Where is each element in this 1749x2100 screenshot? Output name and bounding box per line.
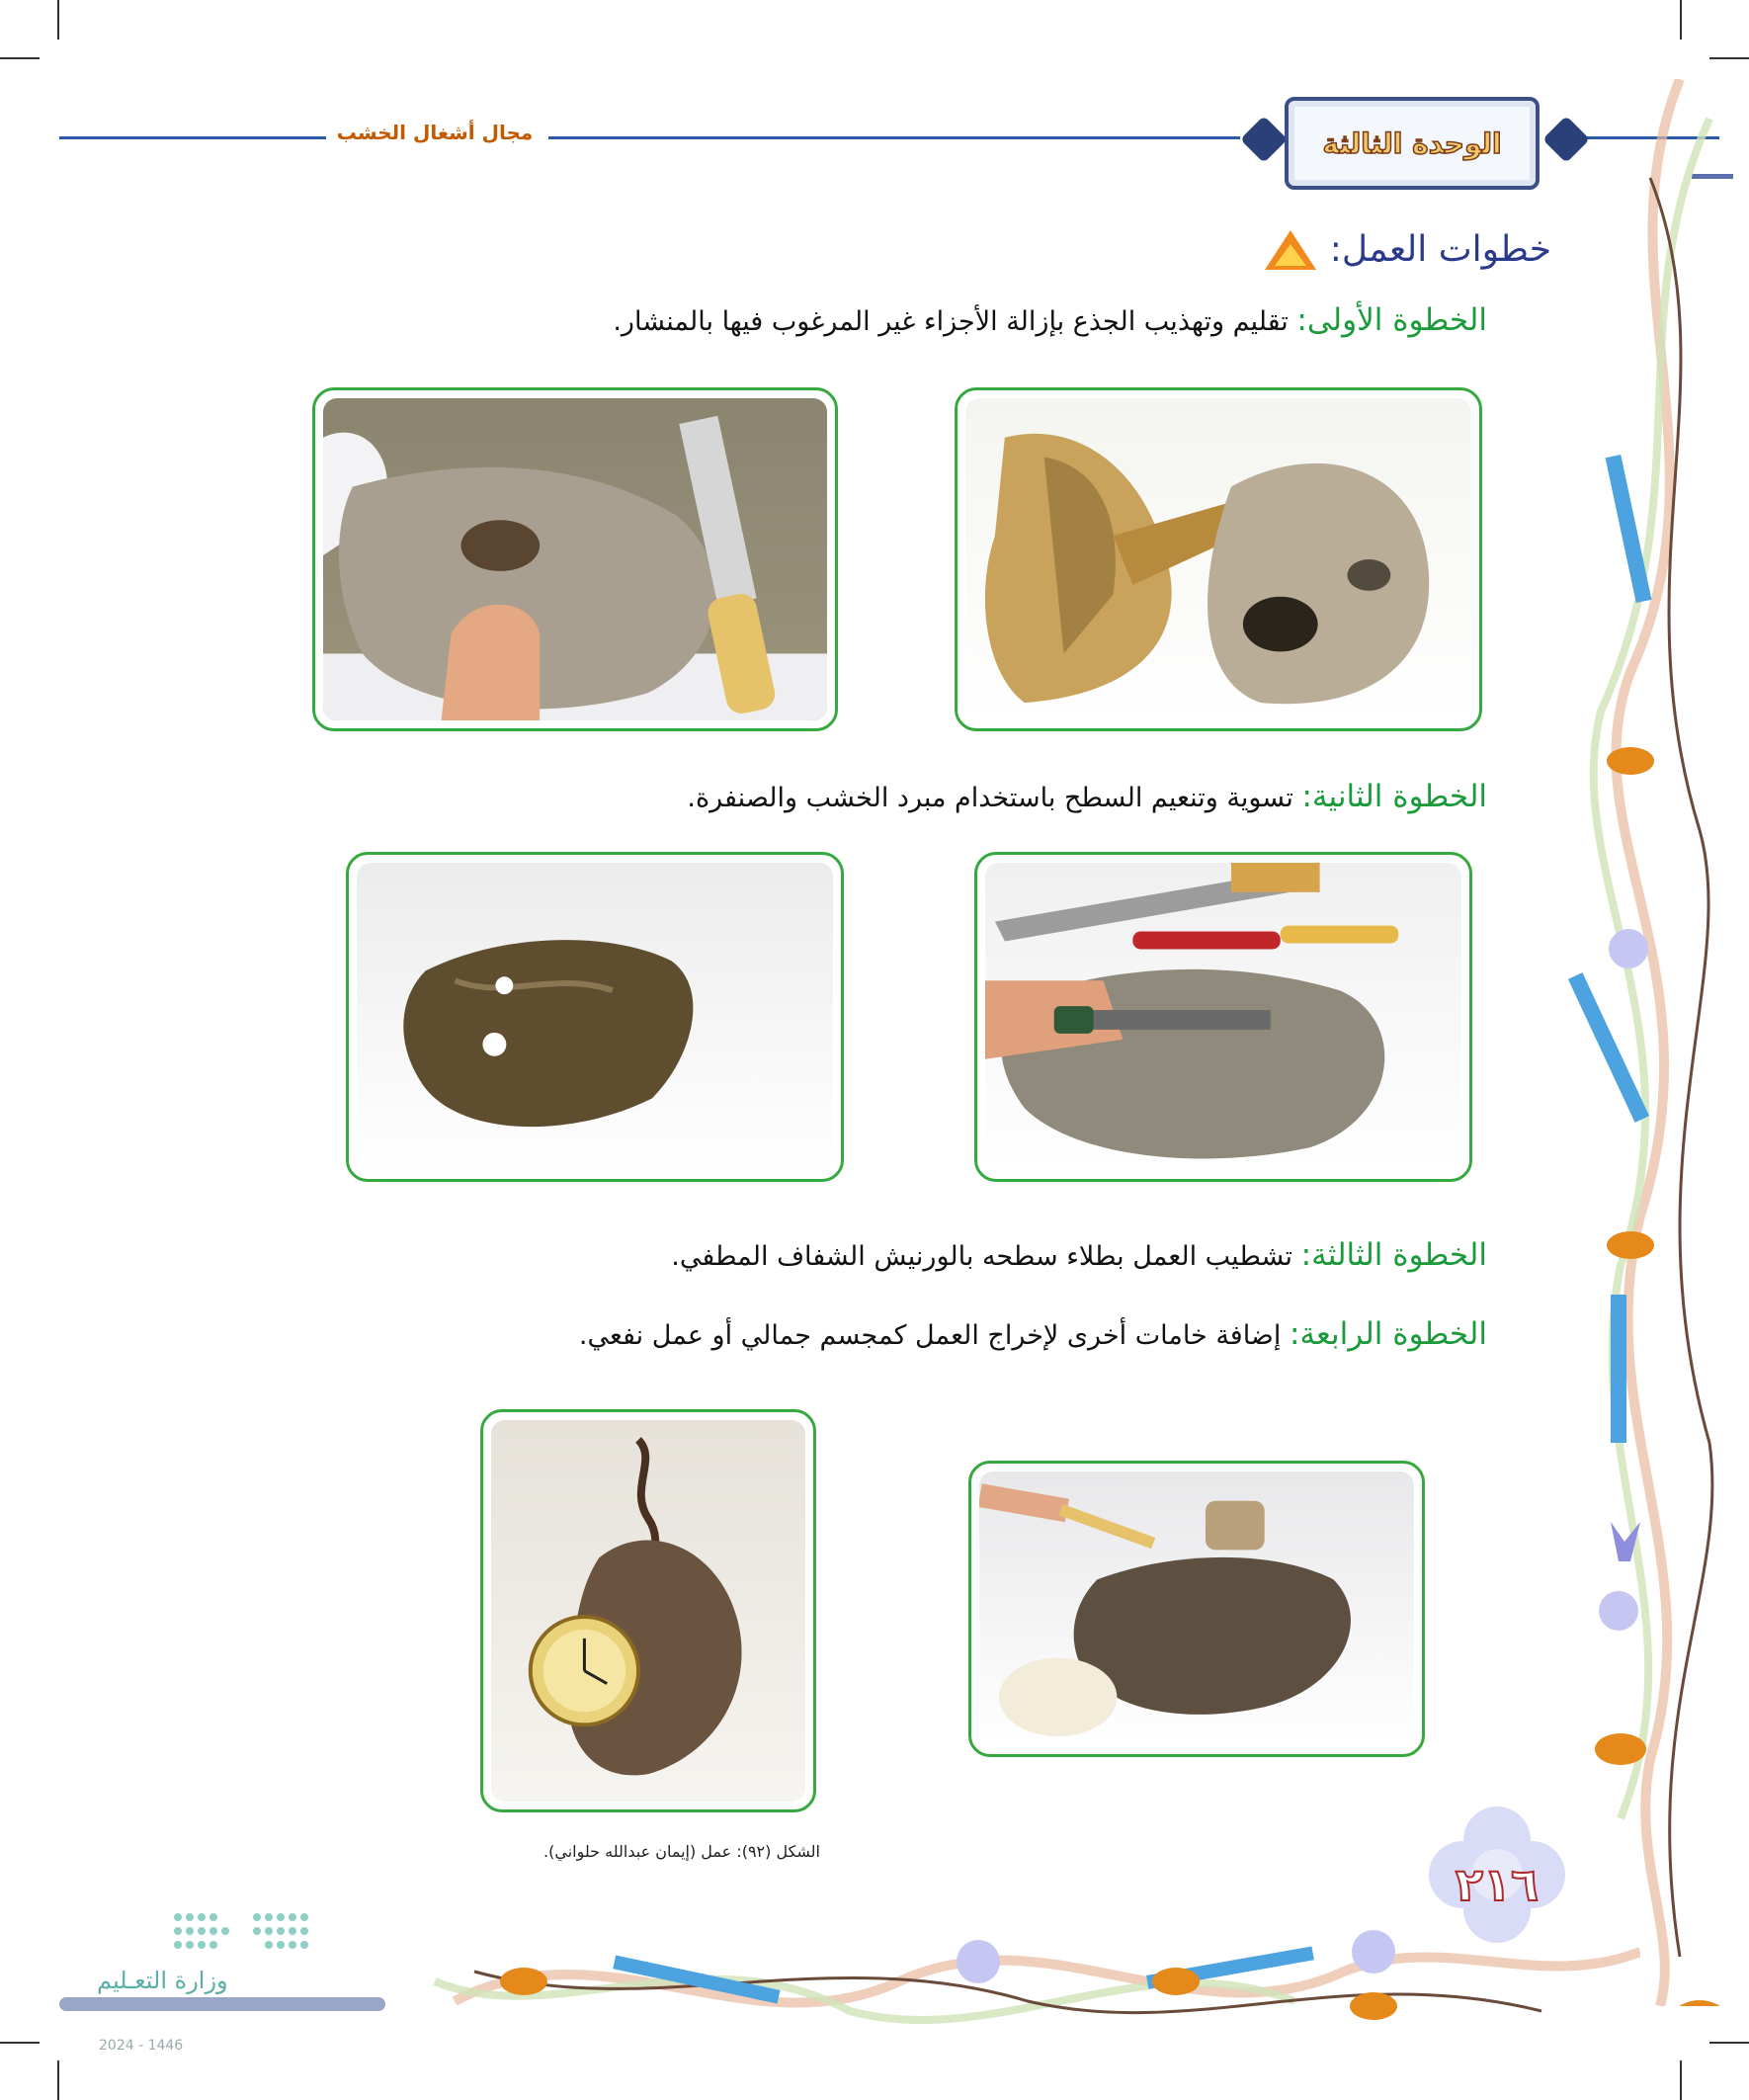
photo-sawing-trunk bbox=[312, 387, 838, 731]
step-4-text: إضافة خامات أخرى لإخراج العمل كمجسم جمالي أو عمل نفعي. bbox=[578, 1320, 1290, 1351]
step-1-label: الخطوة الأولى: bbox=[1296, 302, 1487, 338]
header-rule-left bbox=[59, 136, 326, 139]
decorative-border bbox=[1561, 79, 1749, 2006]
crop-mark bbox=[0, 2042, 40, 2044]
step-2 bbox=[687, 779, 1487, 814]
unit-title: الوحدة الثالثة bbox=[1322, 126, 1502, 160]
photo-filing-surface bbox=[974, 852, 1472, 1182]
crop-mark bbox=[1709, 2042, 1749, 2044]
crop-mark bbox=[0, 57, 40, 59]
page-number: ٢١٦ bbox=[1455, 1858, 1540, 1911]
ornament-icon bbox=[1240, 116, 1288, 163]
step-3 bbox=[671, 1237, 1487, 1273]
figure-caption: الشكل (٩٢): عمل (إيمان عبدالله حلواني). bbox=[543, 1842, 820, 1861]
edition-year: 2024 - 1446 bbox=[99, 2038, 184, 2054]
crop-mark bbox=[57, 2060, 59, 2100]
crop-mark bbox=[1680, 2060, 1682, 2100]
step-3-text: تشطيب العمل بطلاء سطحه بالورنيش الشفاف المطفي. bbox=[671, 1241, 1301, 1272]
step-4-label: الخطوة الرابعة: bbox=[1289, 1316, 1487, 1352]
crop-mark bbox=[1709, 57, 1749, 59]
step-1-text: تقليم وتهذيب الجذع بإزالة الأجزاء غير المرغوب فيها بالمنشار. bbox=[613, 306, 1297, 337]
crop-mark bbox=[57, 0, 59, 40]
photo-raw-trunk bbox=[955, 387, 1482, 731]
step-2-label: الخطوة الثانية: bbox=[1301, 779, 1487, 814]
step-3-label: الخطوة الثالثة: bbox=[1300, 1237, 1487, 1273]
field-title: مجال أشغال الخشب bbox=[336, 121, 534, 144]
step-1 bbox=[613, 302, 1487, 338]
steps-heading bbox=[1265, 229, 1551, 270]
step-2-text: تسوية وتنعيم السطح باستخدام مبرد الخشب والصنفرة. bbox=[687, 783, 1302, 813]
warning-triangle-icon bbox=[1265, 230, 1316, 270]
header-rule-middle bbox=[548, 136, 1240, 139]
unit-title-badge bbox=[1285, 97, 1540, 190]
photo-sanded-trunk bbox=[346, 852, 844, 1182]
ministry-logo-icon bbox=[168, 1907, 316, 1967]
crop-mark bbox=[1680, 0, 1682, 40]
photo-varnishing bbox=[968, 1461, 1425, 1757]
ministry-name: وزارة التعـليم bbox=[97, 1967, 228, 1994]
step-4 bbox=[579, 1316, 1487, 1352]
photo-finished-clock bbox=[480, 1409, 816, 1812]
steps-heading-text: خطوات العمل: bbox=[1329, 229, 1551, 270]
